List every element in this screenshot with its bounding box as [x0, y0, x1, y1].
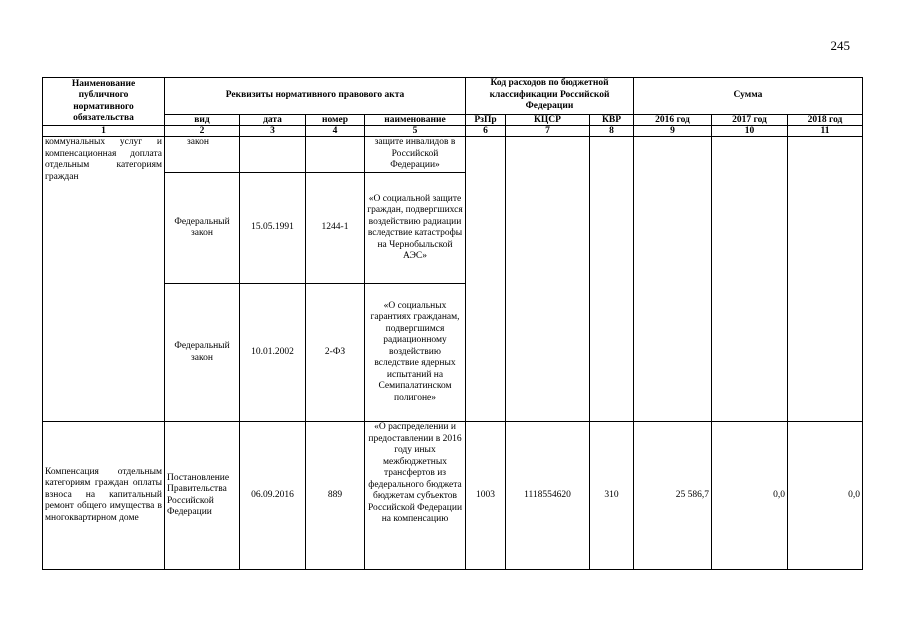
amount-2016-cell	[634, 137, 712, 422]
act-number-cell: 889	[306, 422, 365, 570]
header-vid: вид	[165, 115, 240, 126]
act-title-cell: «О социальных гарантиях гражданам, подвергшимся радиационному воздействию вследствие ядерных испытаний на Семипалатинском полигоне»	[365, 284, 466, 422]
column-number: 8	[590, 126, 634, 137]
column-number: 1	[43, 126, 165, 137]
act-date-cell	[240, 137, 306, 173]
header-kvr: КВР	[590, 115, 634, 126]
act-title-cell: «О распределении и предоставлении в 2016 году иных межбюджетных трансфертов из федерального бюджета бюджетам субъектов Российской Федерации на компенсацию	[365, 422, 466, 570]
column-number: 2	[165, 126, 240, 137]
act-number-cell: 1244-1	[306, 173, 365, 284]
header-budget-code: Код расходов по бюджетной классификации Российской Федерации	[466, 78, 634, 115]
table-row	[43, 422, 863, 570]
header-naimenovanie: наименование	[365, 115, 466, 126]
amount-2018-cell	[788, 137, 863, 422]
page-number: 245	[830, 38, 850, 53]
column-number: 6	[466, 126, 506, 137]
act-vid-cell: Федеральный закон	[165, 173, 240, 284]
header-obligation-name: Наименование публичного нормативного обязательства	[43, 78, 165, 126]
rzpr-cell: 1003	[466, 422, 506, 570]
header-2016: 2016 год	[634, 115, 712, 126]
header-data: дата	[240, 115, 306, 126]
column-number: 5	[365, 126, 466, 137]
column-number: 9	[634, 126, 712, 137]
obligation-cell: коммунальных услуг и компенсационная доплата отдельным категориям граждан	[43, 137, 165, 422]
amount-2017-cell: 0,0	[712, 422, 788, 570]
kvr-cell: 310	[590, 422, 634, 570]
kcsr-cell	[506, 137, 590, 422]
column-number: 11	[788, 126, 863, 137]
header-amount: Сумма	[634, 78, 863, 115]
header-kcsr: КЦСР	[506, 115, 590, 126]
column-number: 3	[240, 126, 306, 137]
header-act-requisites: Реквизиты нормативного правового акта	[165, 78, 466, 115]
budget-obligations-table	[42, 77, 863, 570]
act-title-cell: «О социальной защите граждан, подвергшихся воздействию радиации вследствие катастрофы на Чернобыльской АЭС»	[365, 173, 466, 284]
act-vid-cell: Федеральный закон	[165, 284, 240, 422]
act-vid-cell: Постановление Правительства Российской Федерации	[165, 422, 240, 570]
amount-2018-cell: 0,0	[788, 422, 863, 570]
header-rzpr: РзПр	[466, 115, 506, 126]
amount-2016-cell: 25 586,7	[634, 422, 712, 570]
header-nomer: номер	[306, 115, 365, 126]
act-vid-cell: закон	[165, 137, 240, 173]
act-number-cell: 2-ФЗ	[306, 284, 365, 422]
column-number: 7	[506, 126, 590, 137]
header-2017: 2017 год	[712, 115, 788, 126]
column-numbers-row	[43, 126, 863, 137]
obligation-cell: Компенсация отдельным категориям граждан оплаты взноса на капитальный ремонт общего имущества в многоквартирном доме	[43, 422, 165, 570]
act-date-cell: 06.09.2016	[240, 422, 306, 570]
column-number: 10	[712, 126, 788, 137]
column-number: 4	[306, 126, 365, 137]
kvr-cell	[590, 137, 634, 422]
act-title-cell: защите инвалидов в Российской Федерации»	[365, 137, 466, 173]
act-date-cell: 10.01.2002	[240, 284, 306, 422]
header-2018: 2018 год	[788, 115, 863, 126]
act-date-cell: 15.05.1991	[240, 173, 306, 284]
amount-2017-cell	[712, 137, 788, 422]
rzpr-cell	[466, 137, 506, 422]
kcsr-cell: 1118554620	[506, 422, 590, 570]
table-row	[43, 137, 863, 173]
act-number-cell	[306, 137, 365, 173]
